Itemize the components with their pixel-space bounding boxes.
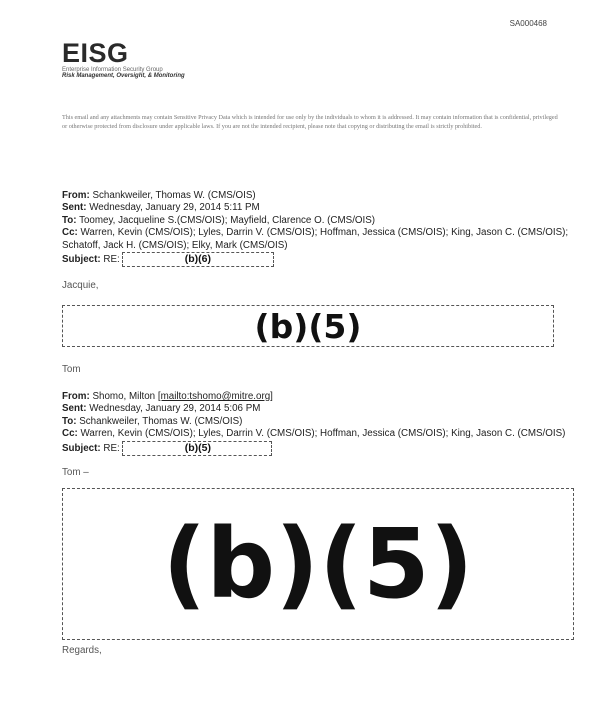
email1-cc-row-cont: Schatoff, Jack H. (CMS/OIS); Elky, Mark (CMS/OIS) bbox=[62, 239, 288, 251]
to-label: To: bbox=[62, 214, 77, 226]
email2-body-redaction bbox=[62, 488, 574, 640]
mailto-link[interactable]: [mailto:tshomo@mitre.org] bbox=[157, 391, 273, 402]
logo-tagline: Risk Management, Oversight, & Monitoring bbox=[62, 73, 185, 79]
subject-redaction-label: (b)(5) bbox=[184, 441, 211, 454]
email1-body-redaction bbox=[62, 305, 554, 347]
sent-label: Sent: bbox=[62, 202, 87, 214]
email2-from-row bbox=[62, 391, 582, 403]
email2-greeting: Tom – bbox=[62, 467, 89, 478]
subject-redaction-box bbox=[122, 441, 272, 456]
email2-subject-row bbox=[62, 441, 582, 456]
email1-sent-row bbox=[62, 202, 582, 214]
redaction-label: (b)(5) bbox=[254, 306, 362, 346]
to-label: To: bbox=[62, 415, 77, 427]
redaction-label: (b)(5) bbox=[162, 508, 474, 620]
email2-to-row bbox=[62, 416, 582, 428]
email1-greeting: Jacquie, bbox=[62, 280, 99, 291]
email2-signoff: Regards, bbox=[62, 645, 102, 656]
to-value: Toomey, Jacqueline S.(CMS/OIS); Mayfield, Clarence O. (CMS/OIS) bbox=[79, 214, 376, 226]
email2-header bbox=[62, 391, 582, 456]
eisg-logo bbox=[62, 40, 185, 79]
cc-value: Warren, Kevin (CMS/OIS); Lyles, Darrin V. (CMS/OIS); Hoffman, Jessica (CMS/OIS); King, Jason C. (CMS/OIS); bbox=[80, 227, 569, 239]
from-value: Schankweiler, Thomas W. (CMS/OIS) bbox=[92, 190, 256, 201]
email1-signoff: Tom bbox=[62, 364, 81, 375]
logo-mark: EISG bbox=[62, 38, 129, 68]
logo-subtitle: Enterprise Information Security Group bbox=[62, 67, 163, 73]
email2-cc-row bbox=[62, 428, 582, 440]
subject-prefix: RE: bbox=[103, 254, 120, 266]
subject-label: Subject: bbox=[62, 254, 101, 266]
cc-value: Warren, Kevin (CMS/OIS); Lyles, Darrin V. (CMS/OIS); Hoffman, Jessica (CMS/OIS); King, Jason C. (CMS/OIS) bbox=[80, 428, 566, 440]
email1-from-row bbox=[62, 190, 582, 202]
privacy-disclaimer: This email and any attachments may contain Sensitive Privacy Data which is intended for use only by the individuals to whom it is addressed. It may contain information that is confidential, privileged or otherwise protected from disclosure under applicable laws. If you are not the intended recipient, please note that copying or distributing the email is strictly prohibited. bbox=[62, 114, 558, 130]
cc-label: Cc: bbox=[62, 227, 78, 239]
sent-label: Sent: bbox=[62, 403, 87, 415]
subject-redaction-label: (b)(6) bbox=[184, 253, 211, 266]
subject-label: Subject: bbox=[62, 442, 101, 454]
email2-sent-row bbox=[62, 403, 582, 415]
email1-to-row bbox=[62, 215, 582, 227]
email1-header bbox=[62, 190, 582, 267]
subject-redaction-box bbox=[122, 252, 274, 267]
email1-subject-row bbox=[62, 252, 582, 267]
to-value: Schankweiler, Thomas W. (CMS/OIS) bbox=[79, 415, 243, 427]
sent-value: Wednesday, January 29, 2014 5:06 PM bbox=[89, 403, 261, 415]
sent-value: Wednesday, January 29, 2014 5:11 PM bbox=[89, 202, 260, 214]
email1-cc-row bbox=[62, 227, 582, 239]
document-id: SA000468 bbox=[509, 19, 547, 28]
cc-label: Cc: bbox=[62, 428, 78, 440]
from-value: Shomo, Milton bbox=[92, 391, 156, 402]
subject-prefix: RE: bbox=[103, 442, 120, 454]
from-label: From: bbox=[62, 391, 90, 402]
from-label: From: bbox=[62, 190, 90, 201]
